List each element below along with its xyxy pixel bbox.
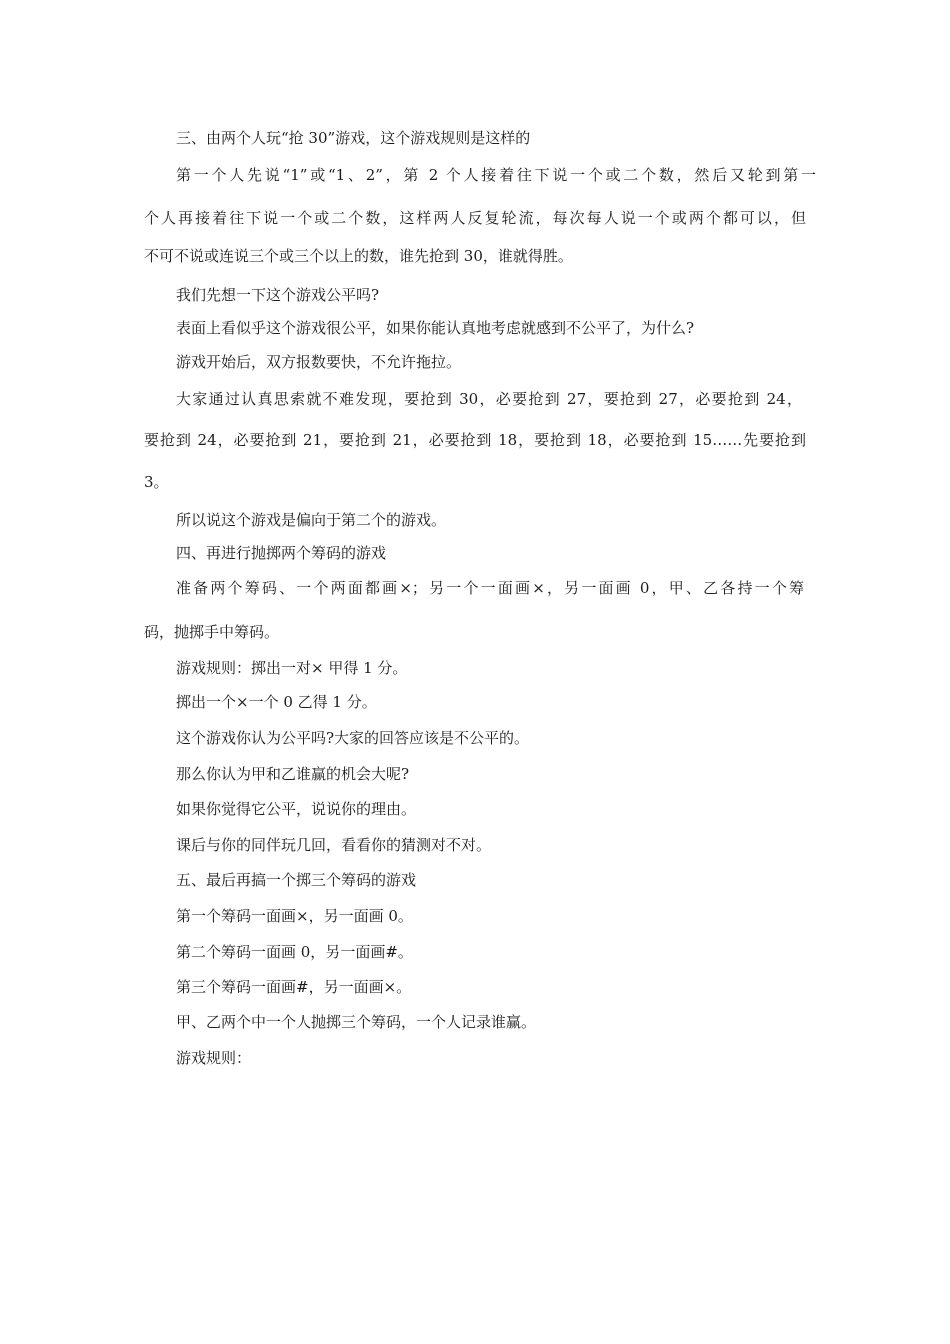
paragraph-line: 3。 (144, 473, 169, 491)
section-heading-5: 五、最后再搞一个掷三个筹码的游戏 (176, 871, 417, 889)
paragraph-line: 不可不说或连说三个或三个以上的数，谁先抢到 30，谁就得胜。 (144, 247, 573, 265)
paragraph-line: 第二个筹码一面画 0，另一面画#。 (176, 943, 413, 961)
paragraph-line: 第三个筹码一面画#，另一面画×。 (176, 978, 412, 996)
paragraph-line: 码，抛掷手中筹码。 (144, 623, 280, 641)
paragraph-line: 第一个筹码一面画×，另一面画 0。 (176, 907, 413, 925)
paragraph-line: 掷出一个×一个 0 乙得 1 分。 (176, 693, 377, 711)
section-heading-4: 四、再进行抛掷两个筹码的游戏 (176, 544, 387, 562)
paragraph-line: 那么你认为甲和乙谁赢的机会大呢? (176, 765, 410, 783)
paragraph-line: 游戏规则：掷出一对× 甲得 1 分。 (176, 659, 408, 677)
paragraph-line: 表面上看似乎这个游戏很公平，如果你能认真地考虑就感到不公平了，为什么? (176, 319, 695, 337)
paragraph-line: 第一个人先说“1”或“1、2”，第 2 个人接着往下说一个或二个数，然后又轮到第一 (176, 166, 816, 184)
paragraph-line: 我们先想一下这个游戏公平吗? (176, 286, 380, 304)
paragraph-line: 所以说这个游戏是偏向于第二个的游戏。 (176, 511, 447, 529)
paragraph-line: 甲、乙两个中一个人抛掷三个筹码，一个人记录谁赢。 (176, 1013, 537, 1031)
paragraph-line: 如果你觉得它公平，说说你的理由。 (176, 800, 417, 818)
section-heading-3: 三、由两个人玩“抢 30”游戏，这个游戏规则是这样的 (176, 129, 531, 147)
paragraph-line: 大家通过认真思索就不难发现，要抢到 30，必要抢到 27，要抢到 27，必要抢到 24， (176, 390, 802, 408)
paragraph-line: 要抢到 24，必要抢到 21，要抢到 21，必要抢到 18，要抢到 18，必要抢到 15……先要抢到 (144, 431, 806, 449)
paragraph-line: 游戏规则： (176, 1049, 252, 1067)
paragraph-line: 准备两个筹码、一个两面都画×；另一个一面画×，另一面画 0，甲、乙各持一个筹 (176, 579, 804, 597)
paragraph-line: 游戏开始后，双方报数要快，不允许拖拉。 (176, 353, 462, 371)
paragraph-line: 个人再接着往下说一个或二个数，这样两人反复轮流，每次每人说一个或两个都可以，但 (144, 209, 806, 227)
paragraph-line: 课后与你的同伴玩几回，看看你的猜测对不对。 (176, 836, 492, 854)
paragraph-line: 这个游戏你认为公平吗?大家的回答应该是不公平的。 (176, 729, 530, 747)
